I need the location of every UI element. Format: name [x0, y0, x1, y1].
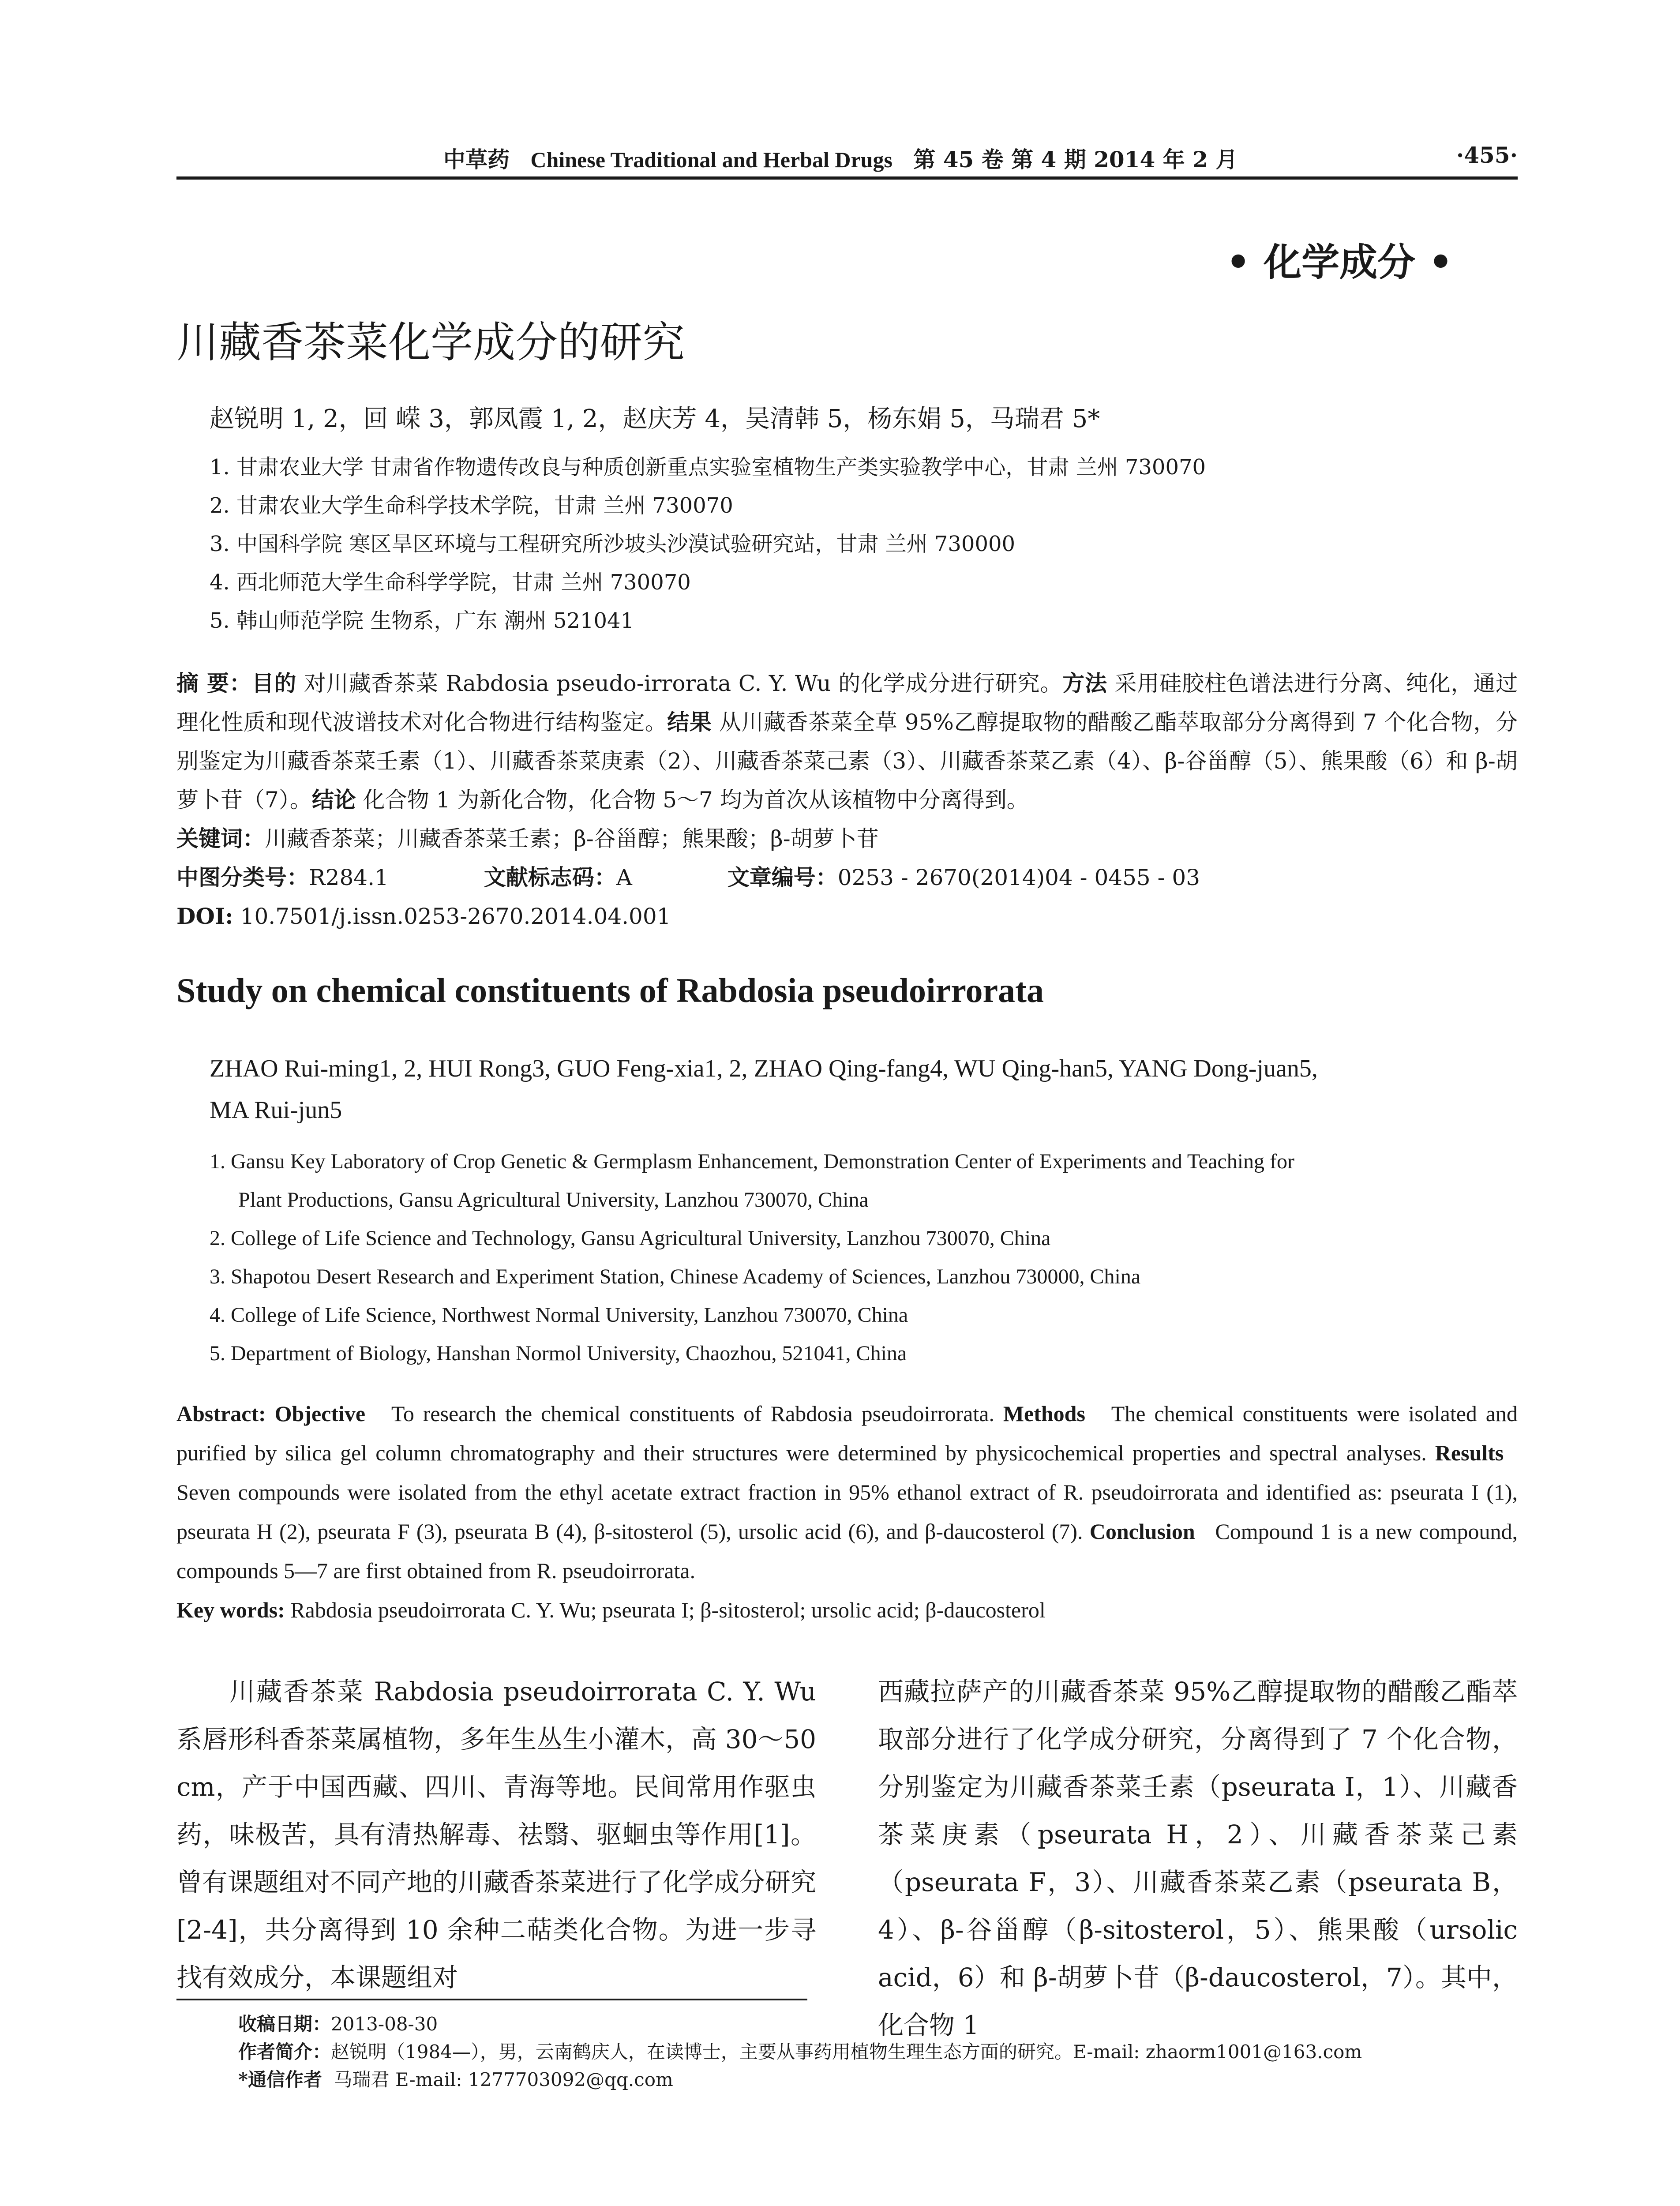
keywords-en	[176, 1591, 1518, 1630]
affiliation-en-1: 1. Gansu Key Laboratory of Crop Genetic & Germplasm Enhancement, Demonstration Center of Experiments and Teaching for	[210, 1150, 1295, 1173]
section-label: • 化学成分 •	[1226, 240, 1453, 285]
page-number: ·455·	[1456, 142, 1518, 168]
footnote-author-bio	[238, 2037, 1362, 2064]
abstract-cn	[176, 664, 1518, 936]
body-right-column	[878, 1668, 1518, 2049]
results-text: 从川藏香茶菜全草 95%乙醇提取物的醋酸乙酯萃取部分分离得到 7 个化合物，分别鉴定为川藏香茶菜壬素（1）、川藏香茶菜庚素（2）、川藏香茶菜己素（3）、川藏香茶菜乙素（4）、β-谷甾醇（5）、熊果酸（6）和 β-胡萝卜苷（7）。	[176, 709, 1518, 813]
authors-cn: 赵锐明 1, 2，回 嵘 3，郭凤霞 1, 2，赵庆芳 4，吴清韩 5，杨东娟 5，马瑞君 5*	[210, 405, 1100, 433]
body-paragraph-left: 川藏香茶菜 Rabdosia pseudoirrorata C. Y. Wu 系唇形科香茶菜属植物，多年生丛生小灌木，高 30～50 cm，产于中国西藏、四川、青海等地。民间常用作驱虫药，味极苦，具有清热解毒、祛翳、驱蛔虫等作用[1]。曾有课题组对不同产地的川藏香茶菜进行了化学成分研究[2-4]，共分离得到 10 余种二萜类化合物。为进一步寻找有效成分，本课题组对	[176, 1677, 817, 1992]
keywords-cn	[176, 819, 1518, 858]
doi-label: DOI:	[176, 903, 233, 929]
abstract-en-conclusion-label: Conclusion	[1089, 1519, 1195, 1544]
footnote-corresponding	[238, 2065, 673, 2092]
results-label: 结果	[667, 709, 712, 735]
received-date: 2013-08-30	[331, 2013, 438, 2035]
journal-name-cn: 中草药	[443, 146, 510, 173]
abstract-en-methods-label: Methods	[1003, 1401, 1085, 1426]
keywords-en-label: Key words:	[176, 1598, 285, 1622]
body-left-column	[176, 1668, 816, 2001]
doi-value: 10.7501/j.issn.0253-2670.2014.04.001	[240, 904, 671, 929]
abstract-en-results: Seven compounds were isolated from the ethyl acetate extract fraction in 95% ethanol extract of R. pseudoirrorata and identified as: pseurata I (1), pseurata H (2), pseurata F (3), pseurata B (4), β-sitosterol (5), ursolic acid (6), and β-daucosterol (7).	[176, 1480, 1518, 1544]
corresponding-text: 马瑞君 E-mail: 1277703092@qq.com	[334, 2069, 673, 2090]
affiliation-en-4: 4. College of Life Science, Northwest Normal University, Lanzhou 730070, China	[210, 1303, 908, 1327]
clc-value: R284.1	[309, 865, 389, 890]
footnote-rule	[176, 1999, 807, 2000]
abstract-en-conclusion: Compound 1 is a new compound, compounds 5—7 are first obtained from R. pseudoirrorata.	[176, 1519, 1518, 1583]
abstract-cn-paragraph	[176, 664, 1518, 819]
running-header	[176, 142, 1518, 174]
bio-text: 赵锐明（1984—），男，云南鹤庆人，在读博士，主要从事药用植物生理生态方面的研究。E-mail: zhaorm1001@163.com	[331, 2041, 1362, 2063]
methods-text: 采用硅胶柱色谱法进行分离、纯化，通过理化性质和现代波谱技术对化合物进行结构鉴定。	[176, 671, 1518, 735]
conclusion-label: 结论	[311, 787, 356, 813]
authors-en-line-2: MA Rui-jun5	[210, 1096, 342, 1124]
objective-label: 目的	[251, 670, 297, 696]
title-en: Study on chemical constituents of Rabdosia pseudoirrorata	[176, 971, 1044, 1009]
abstract-en-methods: The chemical constituents were isolated and purified by silica gel column chromatography and their structures were determined by physicochemical properties and spectral analyses.	[176, 1401, 1518, 1465]
affiliation-en-1-cont: Plant Productions, Gansu Agricultural University, Lanzhou 730070, China	[238, 1188, 869, 1212]
keywords-label: 关键词：	[176, 825, 265, 852]
body-paragraph-right: 西藏拉萨产的川藏香茶菜 95%乙醇提取物的醋酸乙酯萃取部分进行了化学成分研究，分离得到了 7 个化合物，分别鉴定为川藏香茶菜壬素（pseurata I，1）、川藏香茶菜庚素（pseurata H，2）、川藏香茶菜己素（pseurata F，3）、川藏香茶菜乙素（pseurata B，4）、β-谷甾醇（β-sitosterol，5）、熊果酸（ursolic acid，6）和 β-胡萝卜苷（β-daucosterol，7）。其中，化合物 1	[878, 1677, 1518, 2040]
classification-line	[176, 858, 1518, 897]
article-no-value: 0253 - 2670(2014)04 - 0455 - 03	[837, 865, 1200, 890]
doi-line	[176, 897, 1518, 936]
authors-en	[210, 1048, 1515, 1131]
affiliation-cn-5: 5. 韩山师范学院 生物系，广东 潮州 521041	[210, 608, 634, 633]
bio-label: 作者简介：	[238, 2041, 331, 2063]
corresponding-label: *通信作者	[238, 2069, 322, 2090]
doc-code-label: 文献标志码：	[484, 864, 616, 890]
conclusion-text: 化合物 1 为新化合物，化合物 5～7 均为首次从该植物中分离得到。	[363, 787, 1029, 813]
affiliation-cn-2: 2. 甘肃农业大学生命科学技术学院，甘肃 兰州 730070	[210, 493, 733, 518]
article-no-label: 文章编号：	[727, 864, 838, 890]
abstract-en-results-label: Results	[1435, 1441, 1504, 1465]
affiliation-cn-3: 3. 中国科学院 寒区旱区环境与工程研究所沙坡头沙漠试验研究站，甘肃 兰州 730000	[210, 532, 1016, 556]
affiliation-cn-1: 1. 甘肃农业大学 甘肃省作物遗传改良与种质创新重点实验室植物生产类实验教学中心，甘肃 兰州 730070	[210, 455, 1206, 480]
affiliation-cn-4: 4. 西北师范大学生命科学学院，甘肃 兰州 730070	[210, 570, 691, 595]
keywords-text: 川藏香茶菜；川藏香茶菜壬素；β-谷甾醇；熊果酸；β-胡萝卜苷	[265, 826, 879, 852]
keywords-en-text: Rabdosia pseudoirrorata C. Y. Wu; pseurata I; β-sitosterol; ursolic acid; β-daucosterol	[290, 1598, 1046, 1622]
abstract-en-paragraph	[176, 1394, 1518, 1591]
journal-name-en: Chinese Traditional and Herbal Drugs	[530, 147, 892, 172]
received-label: 收稿日期：	[238, 2013, 331, 2035]
issue-info: 第 45 卷 第 4 期 2014 年 2 月	[913, 146, 1238, 173]
abstract-en-objective-label: Abstract: Objective	[176, 1401, 366, 1426]
footnote-received	[238, 2010, 438, 2036]
objective-text: 对川藏香茶菜 Rabdosia pseudo-irrorata C. Y. Wu 的化学成分进行研究。	[304, 671, 1063, 696]
header-rule	[176, 176, 1518, 180]
abstract-en-objective: To research the chemical constituents of Rabdosia pseudoirrorata.	[391, 1401, 994, 1426]
affiliation-en-5: 5. Department of Biology, Hanshan Normol University, Chaozhou, 521041, China	[210, 1342, 907, 1365]
affiliation-en-2: 2. College of Life Science and Technology, Gansu Agricultural University, Lanzhou 730070, China	[210, 1227, 1051, 1250]
affiliation-en-3: 3. Shapotou Desert Research and Experiment Station, Chinese Academy of Sciences, Lanzhou 730000, China	[210, 1265, 1141, 1288]
title-cn: 川藏香茶菜化学成分的研究	[176, 318, 685, 367]
doc-code-value: A	[616, 865, 632, 890]
clc-label: 中图分类号：	[176, 864, 309, 890]
abstract-label: 摘 要：	[176, 670, 252, 696]
authors-en-line-1: ZHAO Rui-ming1, 2, HUI Rong3, GUO Feng-xia1, 2, ZHAO Qing-fang4, WU Qing-han5, YANG Dong-juan5,	[210, 1055, 1318, 1082]
abstract-en	[176, 1394, 1518, 1630]
methods-label: 方法	[1062, 670, 1107, 696]
